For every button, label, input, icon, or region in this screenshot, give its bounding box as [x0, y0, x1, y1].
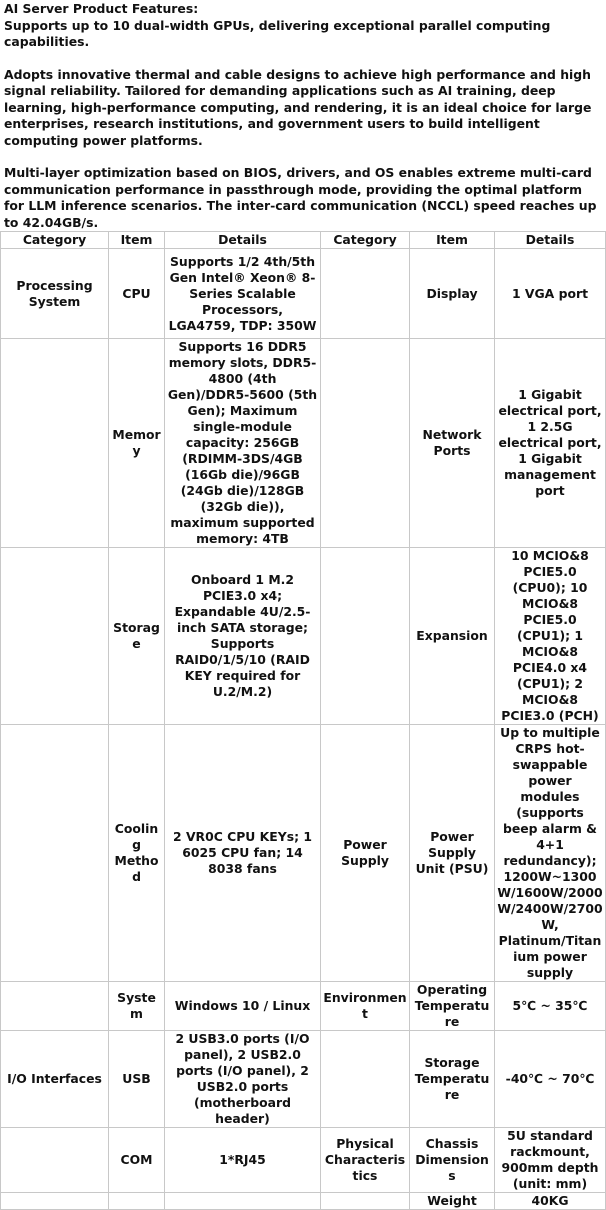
table-cell-details: 1 VGA port: [495, 249, 606, 339]
table-cell-item: Storage: [109, 548, 165, 725]
table-cell-details: Windows 10 / Linux: [165, 982, 321, 1031]
table-cell-item: USB: [109, 1031, 165, 1128]
table-cell-category: I/O Interfaces: [1, 1031, 109, 1128]
table-cell-details: [165, 1193, 321, 1210]
table-cell-category: [1, 1193, 109, 1210]
table-row: [1, 725, 606, 982]
table-row: [1, 1031, 606, 1128]
table-cell-item: System: [109, 982, 165, 1031]
table-cell-item: CPU: [109, 249, 165, 339]
header-details: Details: [495, 232, 606, 249]
paragraph-gap: [4, 51, 604, 67]
table-cell-category: [1, 548, 109, 725]
table-row: [1, 339, 606, 548]
table-cell-category: Power Supply: [321, 725, 410, 982]
table-cell-category: [321, 249, 410, 339]
table-row: [1, 249, 606, 339]
table-cell-details: Supports 16 DDR5 memory slots, DDR5-4800 (4th Gen)/DDR5-5600 (5th Gen); Maximum single-module capacity: 256GB (RDIMM-3DS/4GB (16Gb die)/96GB (24Gb die)/128GB (32Gb die)), maximum supported memory: 4TB: [165, 339, 321, 548]
table-row: [1, 1193, 606, 1210]
table-cell-details: Up to multiple CRPS hot-swappable power modules (supports beep alarm & 4+1 redundancy); 1200W~1300W/1600W/2000W/2400W/2700W, Platinum/Titanium power supply: [495, 725, 606, 982]
table-cell-category: [321, 1193, 410, 1210]
table-cell-category: Environment: [321, 982, 410, 1031]
table-cell-details: -40℃ ~ 70℃: [495, 1031, 606, 1128]
table-cell-item: Display: [410, 249, 495, 339]
features-line-gpu: Supports up to 10 dual-width GPUs, delivering exceptional parallel computing capabilities.: [4, 17, 551, 49]
table-header-row: [1, 232, 606, 249]
table-cell-details: 1 Gigabit electrical port, 1 2.5G electrical port, 1 Gigabit management port: [495, 339, 606, 548]
spec-table: [0, 231, 606, 1210]
features-paragraph-thermal: Adopts innovative thermal and cable designs to achieve high performance and high signal reliability. Tailored for demanding applications such as AI training, deep learning, high-performance computing, and rendering, it is an ideal choice for large enterprises, research institutions, and government users to build intelligent computing power platforms.: [4, 66, 592, 148]
table-cell-details: 2 VR0C CPU KEYs; 1 6025 CPU fan; 14 8038 fans: [165, 725, 321, 982]
table-cell-category: [321, 1031, 410, 1128]
table-cell-details: 5℃ ~ 35℃: [495, 982, 606, 1031]
table-cell-item: COM: [109, 1128, 165, 1193]
table-cell-item: Operating Temperature: [410, 982, 495, 1031]
header-category: Category: [321, 232, 410, 249]
table-cell-item: Chassis Dimensions: [410, 1128, 495, 1193]
table-cell-category: [321, 548, 410, 725]
table-cell-category: [1, 1128, 109, 1193]
paragraph-gap: [4, 149, 604, 165]
table-cell-category: [1, 982, 109, 1031]
header-category: Category: [1, 232, 109, 249]
table-cell-category: Processing System: [1, 249, 109, 339]
table-cell-details: 5U standard rackmount, 900mm depth (unit: mm): [495, 1128, 606, 1193]
table-cell-item: Storage Temperature: [410, 1031, 495, 1128]
table-cell-details: Onboard 1 M.2 PCIE3.0 x4; Expandable 4U/2.5-inch SATA storage; Supports RAID0/1/5/10 (RAID KEY required for U.2/M.2): [165, 548, 321, 725]
table-cell-details: 10 MCIO&8 PCIE5.0 (CPU0); 10 MCIO&8 PCIE5.0 (CPU1); 1 MCIO&8 PCIE4.0 x4 (CPU1); 2 MCIO&8 PCIE3.0 (PCH): [495, 548, 606, 725]
header-item: Item: [109, 232, 165, 249]
table-cell-details: 40KG: [495, 1193, 606, 1210]
table-cell-category: [1, 725, 109, 982]
table-cell-item: Memory: [109, 339, 165, 548]
table-cell-item: [109, 1193, 165, 1210]
table-cell-item: Power Supply Unit (PSU): [410, 725, 495, 982]
table-cell-category: [321, 339, 410, 548]
table-cell-details: Supports 1/2 4th/5th Gen Intel® Xeon® 8-Series Scalable Processors, LGA4759, TDP: 350W: [165, 249, 321, 339]
header-item: Item: [410, 232, 495, 249]
header-details: Details: [165, 232, 321, 249]
table-cell-category: Physical Characteristics: [321, 1128, 410, 1193]
table-row: [1, 548, 606, 725]
features-heading: AI Server Product Features:: [4, 1, 199, 16]
intro-section: [0, 0, 606, 231]
table-row: [1, 982, 606, 1031]
table-cell-category: [1, 339, 109, 548]
table-cell-details: 2 USB3.0 ports (I/O panel), 2 USB2.0 ports (I/O panel), 2 USB2.0 ports (motherboard header): [165, 1031, 321, 1128]
table-cell-item: Network Ports: [410, 339, 495, 548]
table-cell-item: Weight: [410, 1193, 495, 1210]
table-cell-item: Cooling Method: [109, 725, 165, 982]
features-paragraph-optimization: Multi-layer optimization based on BIOS, drivers, and OS enables extreme multi-card communication performance in passthrough mode, providing the optimal platform for LLM inference scenarios. The inter-card communication (NCCL) speed reaches up to 42.04GB/s.: [4, 165, 597, 230]
table-cell-details: 1*RJ45: [165, 1128, 321, 1193]
table-cell-item: Expansion: [410, 548, 495, 725]
table-row: [1, 1128, 606, 1193]
